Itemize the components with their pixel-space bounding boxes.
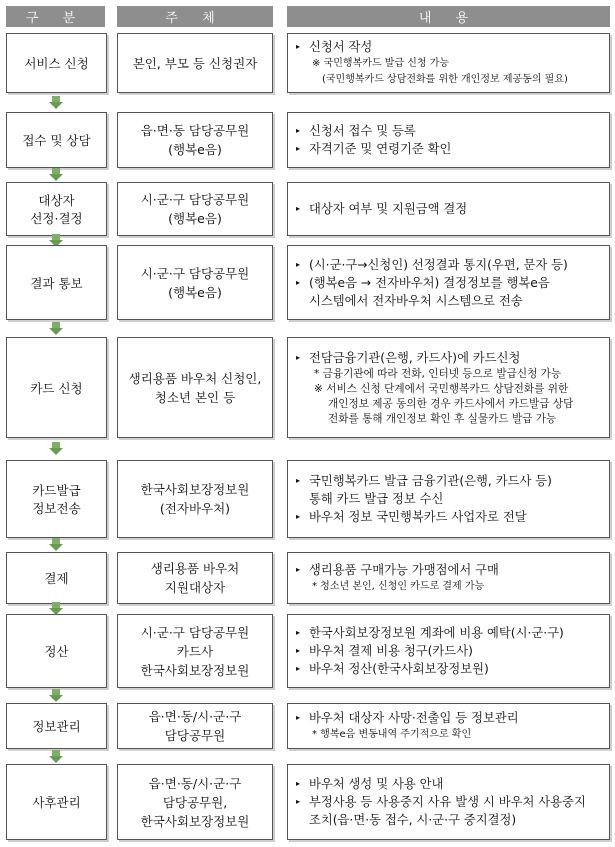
bullet-text: 한국사회보장정보원 계좌에 비용 예탁(시·군·구)	[309, 626, 564, 640]
category-cell	[6, 112, 107, 168]
subject-label: (행복e음)	[168, 142, 222, 157]
subject-label: 읍·면·동 담당공무원	[140, 123, 250, 138]
bullet-item	[296, 122, 609, 140]
table-row	[0, 245, 615, 320]
category-cell	[6, 337, 107, 438]
bullet-item	[296, 140, 609, 158]
note-text: * 청소년 본인, 신청인 카드로 결제 가능	[312, 581, 485, 592]
content-cell	[287, 182, 610, 236]
header-subject: 주 체	[117, 6, 273, 27]
category-cell	[6, 552, 107, 604]
subject-label: 읍·면·동/시·군·구	[148, 709, 242, 724]
subject-label: 카드사	[176, 643, 214, 659]
bullet-text: 자격기준 및 연령기준 확인	[309, 142, 452, 156]
bullet-text: 국민행복카드 발급 금융기관(은행, 카드사 등)	[309, 474, 552, 488]
table-row	[0, 703, 615, 749]
bullet-item	[296, 274, 609, 292]
bullet-text: 신청서 접수 및 등록	[309, 124, 416, 138]
subject-label: 한국사회보장정보원	[140, 482, 250, 497]
note-text: ※ 서비스 신청 단계에서 국민행복카드 상담전화를 위한	[314, 382, 569, 395]
content-cell	[287, 33, 610, 93]
bullet-triangle-icon: ▸	[296, 277, 301, 287]
bullet-triangle-icon: ▸	[296, 476, 301, 485]
subject-label: (행복e음)	[168, 211, 222, 226]
bullet-triangle-icon: ▸	[296, 42, 301, 51]
subject-cell	[117, 182, 273, 236]
header-category: 구 분	[6, 6, 105, 27]
bullet-text: 부정사용 등 사용중지 사유 발생 시 바우처 사용중지	[309, 795, 586, 809]
subject-label: 본인, 부모 등 신청권자	[132, 55, 258, 71]
bullet-text: 전담금융기관(은행, 카드사)에 카드신청	[309, 350, 521, 365]
bullet-item	[296, 709, 609, 727]
table-row	[0, 614, 615, 688]
bullet-triangle-icon: ▸	[296, 352, 301, 362]
note-text: 개인정보 제공 동의한 경우 카드사에서 카드발급 상담	[328, 397, 574, 410]
category-cell	[6, 703, 107, 749]
subject-label: 한국사회보장정보원	[140, 662, 250, 678]
bullet-item	[296, 775, 609, 793]
down-arrow-icon	[49, 442, 63, 456]
bullet-triangle-icon: ▸	[296, 204, 301, 213]
bullet-continuation: 조치(읍·면·동 접수, 시·군·구 중지결정)	[309, 813, 517, 827]
subject-label: 생리용품 바우처 신청인,	[128, 370, 262, 386]
subject-cell	[117, 764, 273, 840]
subject-label: 청소년 본인 등	[154, 389, 236, 405]
category-label: 정보관리	[32, 719, 81, 734]
subject-cell	[117, 703, 273, 749]
category-label: 사후관리	[32, 795, 81, 810]
category-cell	[6, 764, 107, 840]
bullet-item	[296, 38, 609, 56]
bullet-triangle-icon: ▸	[296, 126, 301, 135]
category-label: 결과 통보	[30, 275, 83, 291]
subject-cell	[117, 112, 273, 168]
category-cell	[6, 245, 107, 320]
content-cell	[287, 614, 610, 688]
category-label: 서비스 신청	[24, 56, 89, 71]
content-cell	[287, 552, 610, 604]
down-arrow-icon	[49, 96, 63, 110]
subject-label: 시·군·구 담당공무원	[140, 192, 250, 207]
bullet-text: (시·군·구→신청인) 선정결과 통지(우편, 문자 등)	[309, 257, 568, 272]
bullet-text: 바우처 생성 및 사용 안내	[309, 777, 444, 791]
bullet-triangle-icon: ▸	[296, 779, 301, 788]
note-text: (국민행복카드 상담전화를 위한 개인정보 제공동의 필요)	[322, 74, 568, 85]
bullet-item	[296, 660, 609, 678]
category-label: 접수 및 상담	[22, 133, 91, 148]
bullet-continuation: 통해 카드 발급 정보 수신	[309, 492, 444, 506]
content-cell	[287, 245, 610, 320]
subject-label: 읍·면·동/시·군·구	[148, 775, 242, 791]
subject-label: 담당공무원	[164, 728, 226, 743]
down-arrow-icon	[49, 538, 63, 552]
down-arrow-icon	[49, 750, 63, 764]
bullet-triangle-icon: ▸	[296, 628, 301, 637]
bullet-text: 바우처 정산(한국사회보장정보원)	[309, 662, 489, 676]
subject-label: (행복e음)	[168, 284, 222, 300]
subject-label: 생리용품 바우처	[150, 561, 240, 576]
bullet-triangle-icon: ▸	[296, 565, 301, 574]
category-cell	[6, 460, 107, 538]
down-arrow-icon	[49, 322, 63, 336]
subject-label: 시·군·구 담당공무원	[140, 624, 250, 640]
bullet-text: 바우처 정보 국민행복카드 사업자로 전달	[309, 510, 527, 524]
header-content: 내 용	[287, 6, 610, 27]
bullet-triangle-icon: ▸	[296, 664, 301, 673]
subject-cell	[117, 33, 273, 93]
bullet-item	[296, 256, 609, 274]
bullet-item	[296, 624, 609, 642]
table-row	[0, 552, 615, 604]
category-label: 정보전송	[32, 501, 81, 516]
bullet-text: (행복e음 → 전자바우처) 결정정보를 행복e음	[309, 275, 550, 290]
subject-label: 시·군·구 담당공무원	[140, 265, 250, 281]
bullet-triangle-icon: ▸	[296, 646, 301, 655]
table-row	[0, 112, 615, 168]
subject-cell	[117, 460, 273, 538]
subject-cell	[117, 337, 273, 438]
table-row	[0, 33, 615, 93]
bullet-triangle-icon: ▸	[296, 144, 301, 153]
note-text: * 행복e음 변동내역 주기적으로 확인	[312, 729, 472, 740]
content-cell	[287, 460, 610, 538]
bullet-triangle-icon: ▸	[296, 713, 301, 722]
category-cell	[6, 614, 107, 688]
bullet-triangle-icon: ▸	[296, 259, 301, 269]
category-label: 카드 신청	[30, 380, 83, 396]
category-label: 카드발급	[32, 483, 81, 498]
category-label: 선정·결정	[30, 211, 83, 226]
content-cell	[287, 112, 610, 168]
down-arrow-icon	[49, 689, 63, 703]
category-label: 대상자	[38, 193, 75, 208]
bullet-text: 바우처 대상자 사망·전출입 등 정보관리	[309, 711, 519, 725]
subject-label: 담당공무원,	[162, 794, 228, 810]
bullet-item	[296, 793, 609, 811]
bullet-triangle-icon: ▸	[296, 512, 301, 521]
bullet-item	[296, 561, 609, 579]
bullet-continuation: 시스템에서 전자바우처 시스템으로 전송	[309, 293, 523, 308]
subject-label: (전자바우처)	[159, 501, 231, 516]
down-arrow-icon	[49, 168, 63, 182]
bullet-item	[296, 200, 609, 218]
bullet-item	[296, 642, 609, 660]
content-cell	[287, 703, 610, 749]
bullet-triangle-icon: ▸	[296, 797, 301, 806]
subject-cell	[117, 245, 273, 320]
category-cell	[6, 182, 107, 236]
note-text: 전화를 통해 개인정보 확인 후 실물카드 발급 가능	[328, 412, 557, 425]
table-row	[0, 460, 615, 538]
bullet-item	[296, 472, 609, 490]
subject-label: 한국사회보장정보원	[140, 813, 250, 829]
category-label: 정산	[44, 644, 69, 659]
bullet-item	[296, 508, 609, 526]
note-text: * 금융기관에 따라 전화, 인터넷 등으로 발급신청 가능	[314, 367, 562, 380]
note-text: ※ 국민행복카드 발급 신청 가능	[312, 58, 450, 69]
bullet-text: 바우처 결제 비용 청구(카드사)	[309, 644, 473, 658]
content-cell	[287, 764, 610, 840]
bullet-text: 대상자 여부 및 지원금액 결정	[309, 202, 468, 216]
subject-cell	[117, 614, 273, 688]
category-label: 결제	[44, 571, 69, 586]
table-row	[0, 182, 615, 236]
table-row	[0, 337, 615, 438]
bullet-item	[296, 349, 609, 367]
category-cell	[6, 33, 107, 93]
table-row	[0, 764, 615, 840]
subject-label: 지원대상자	[164, 580, 226, 595]
bullet-text: 신청서 작성	[309, 40, 373, 54]
bullet-text: 생리용품 구매가능 가맹점에서 구매	[309, 563, 499, 577]
subject-cell	[117, 552, 273, 604]
content-cell	[287, 337, 610, 438]
